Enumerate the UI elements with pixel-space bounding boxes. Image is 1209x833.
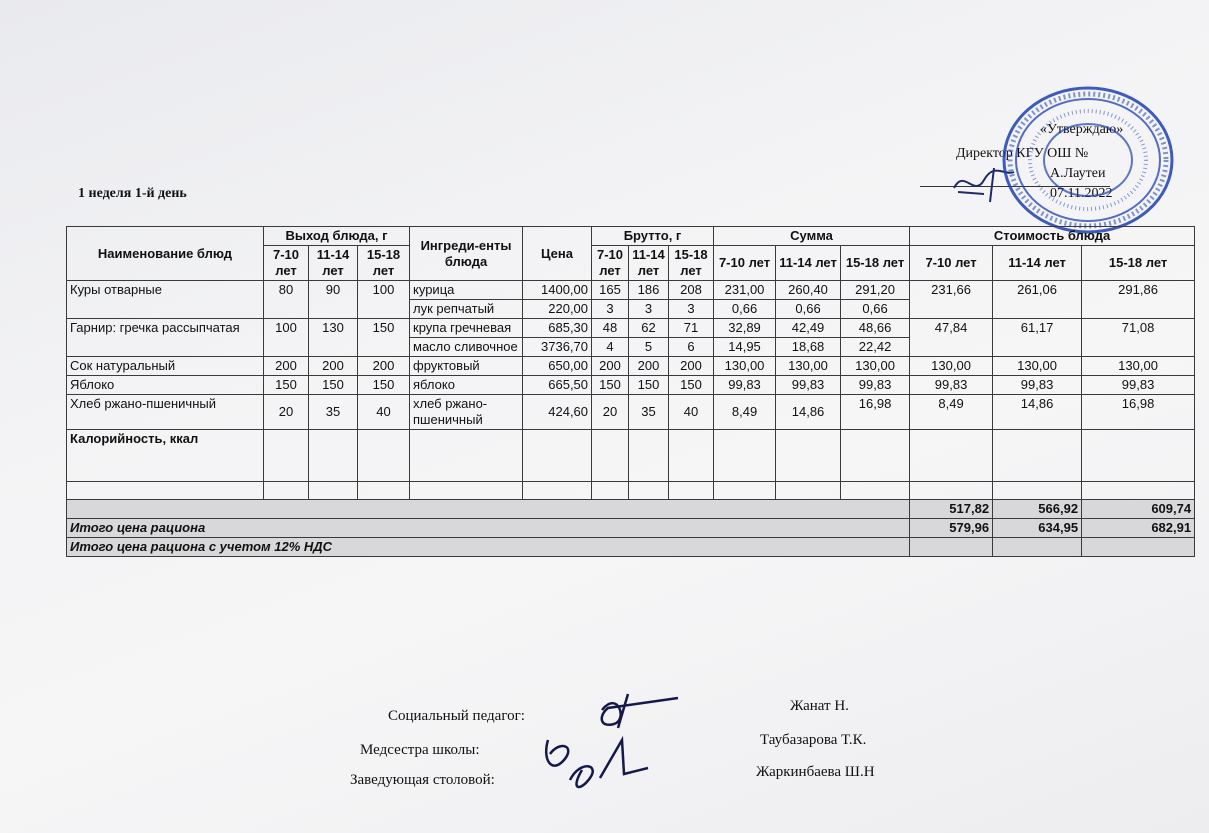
brutto-value: 4	[592, 338, 629, 357]
cost-value: 130,00	[1082, 357, 1195, 376]
subtotal-value: 517,82	[910, 500, 993, 519]
brutto-value: 150	[592, 376, 629, 395]
brutto-value: 150	[629, 376, 669, 395]
sum-value: 99,83	[776, 376, 841, 395]
total-value: 682,91	[1082, 519, 1195, 538]
menu-body	[67, 281, 1195, 557]
total-vat-label: Итого цена рациона с учетом 12% НДС	[67, 538, 910, 557]
brutto-value: 6	[669, 338, 714, 357]
ingredient-name: фруктовый	[410, 357, 523, 376]
cost-value: 14,86	[993, 395, 1082, 430]
total-vat-row	[67, 538, 1195, 557]
sum-value: 42,49	[776, 319, 841, 338]
social-signature-icon	[588, 690, 688, 730]
output-value: 150	[358, 376, 410, 395]
canteen-role: Заведующая столовой:	[350, 772, 495, 788]
sum-value: 99,83	[841, 376, 910, 395]
sum-value: 32,89	[714, 319, 776, 338]
approval-role: Директор КГУ ОШ №	[956, 146, 1089, 161]
brutto-value: 186	[629, 281, 669, 300]
output-value: 90	[309, 281, 358, 319]
brutto-value: 165	[592, 281, 629, 300]
ingredient-name: масло сливочное	[410, 338, 523, 357]
canteen-name: Жаркинбаева Ш.Н	[756, 764, 875, 780]
sum-value: 260,40	[776, 281, 841, 300]
sum-value: 14,86	[776, 395, 841, 430]
table-row	[67, 357, 1195, 376]
dish-name: Яблоко	[67, 376, 264, 395]
sum-value: 48,66	[841, 319, 910, 338]
sum-value: 18,68	[776, 338, 841, 357]
approval-date: 07.11.2022	[1050, 186, 1113, 201]
age-header: 11-14 лет	[993, 246, 1082, 281]
sum-value: 14,95	[714, 338, 776, 357]
table-row	[67, 395, 1195, 430]
brutto-value: 62	[629, 319, 669, 338]
brutto-value: 40	[669, 395, 714, 430]
ingredient-price: 3736,70	[523, 338, 592, 357]
header-sum: Сумма	[714, 227, 910, 246]
dish-name: Сок натуральный	[67, 357, 264, 376]
cost-value: 16,98	[1082, 395, 1195, 430]
output-value: 35	[309, 395, 358, 430]
age-header: 15-18 лет	[669, 246, 714, 281]
cost-value: 99,83	[910, 376, 993, 395]
ingredient-price: 685,30	[523, 319, 592, 338]
sum-value: 8,49	[714, 395, 776, 430]
sum-value: 22,42	[841, 338, 910, 357]
age-header: 15-18 лет	[358, 246, 410, 281]
output-value: 20	[264, 395, 309, 430]
nurse-name: Таубазарова Т.К.	[760, 732, 867, 748]
brutto-value: 200	[669, 357, 714, 376]
brutto-value: 150	[669, 376, 714, 395]
output-value: 200	[264, 357, 309, 376]
sum-value: 231,00	[714, 281, 776, 300]
approval-title: «Утверждаю»	[1040, 122, 1124, 137]
ingredient-price: 650,00	[523, 357, 592, 376]
brutto-value: 200	[629, 357, 669, 376]
menu-table	[66, 226, 1195, 557]
header-price: Цена	[523, 227, 592, 281]
subtotal-value: 609,74	[1082, 500, 1195, 519]
cost-value: 71,08	[1082, 319, 1195, 357]
nurse-signature-icon	[530, 730, 650, 795]
age-header: 11-14 лет	[309, 246, 358, 281]
dish-name: Куры отварные	[67, 281, 264, 319]
sum-value: 130,00	[841, 357, 910, 376]
sum-value: 0,66	[841, 300, 910, 319]
output-value: 200	[358, 357, 410, 376]
cost-value: 8,49	[910, 395, 993, 430]
age-header: 11-14 лет	[776, 246, 841, 281]
output-value: 150	[358, 319, 410, 357]
brutto-value: 48	[592, 319, 629, 338]
brutto-value: 208	[669, 281, 714, 300]
brutto-value: 20	[592, 395, 629, 430]
age-header: 7-10 лет	[264, 246, 309, 281]
table-row	[67, 281, 1195, 300]
sum-value: 130,00	[776, 357, 841, 376]
total-value: 579,96	[910, 519, 993, 538]
total-value: 634,95	[993, 519, 1082, 538]
output-value: 150	[264, 376, 309, 395]
age-header: 11-14 лет	[629, 246, 669, 281]
approval-name: А.Лаутеи	[1050, 166, 1106, 181]
brutto-value: 200	[592, 357, 629, 376]
output-value: 130	[309, 319, 358, 357]
day-title: 1 неделя 1-й день	[78, 186, 187, 201]
subtotal-value: 566,92	[993, 500, 1082, 519]
age-header: 7-10 лет	[714, 246, 776, 281]
ingredient-price: 424,60	[523, 395, 592, 430]
cost-value: 291,86	[1082, 281, 1195, 319]
header-dish-name: Наименование блюд	[67, 227, 264, 281]
total-row	[67, 519, 1195, 538]
brutto-value: 35	[629, 395, 669, 430]
cost-value: 261,06	[993, 281, 1082, 319]
total-label: Итого цена рациона	[67, 519, 910, 538]
cost-value: 61,17	[993, 319, 1082, 357]
subtotal-row	[67, 500, 1195, 519]
cost-value: 130,00	[993, 357, 1082, 376]
ingredient-name: лук репчатый	[410, 300, 523, 319]
cost-value: 47,84	[910, 319, 993, 357]
output-value: 150	[309, 376, 358, 395]
age-header: 7-10 лет	[910, 246, 993, 281]
stamp-seal-icon	[1002, 85, 1174, 235]
brutto-value: 3	[592, 300, 629, 319]
header-output: Выход блюда, г	[264, 227, 410, 246]
sum-value: 0,66	[776, 300, 841, 319]
age-header: 7-10 лет	[592, 246, 629, 281]
cost-value: 231,66	[910, 281, 993, 319]
sum-value: 16,98	[841, 395, 910, 430]
output-value: 80	[264, 281, 309, 319]
sum-value: 99,83	[714, 376, 776, 395]
brutto-value: 3	[669, 300, 714, 319]
age-header: 15-18 лет	[1082, 246, 1195, 281]
brutto-value: 5	[629, 338, 669, 357]
nurse-role: Медсестра школы:	[360, 742, 480, 758]
header-ingredients: Ингреди-енты блюда	[410, 227, 523, 281]
output-value: 200	[309, 357, 358, 376]
ingredient-name: курица	[410, 281, 523, 300]
sum-value: 291,20	[841, 281, 910, 300]
dish-name: Хлеб ржано-пшеничный	[67, 395, 264, 430]
table-row	[67, 319, 1195, 338]
empty-row	[67, 482, 1195, 500]
cost-value: 99,83	[993, 376, 1082, 395]
header-row-top	[67, 227, 1195, 246]
table-row	[67, 376, 1195, 395]
sum-value: 130,00	[714, 357, 776, 376]
social-name: Жанат Н.	[790, 698, 849, 714]
ingredient-name: крупа гречневая	[410, 319, 523, 338]
ingredient-price: 1400,00	[523, 281, 592, 300]
output-value: 40	[358, 395, 410, 430]
header-brutto: Брутто, г	[592, 227, 714, 246]
sum-value: 0,66	[714, 300, 776, 319]
output-value: 100	[264, 319, 309, 357]
brutto-value: 3	[629, 300, 669, 319]
ingredient-price: 665,50	[523, 376, 592, 395]
cost-value: 99,83	[1082, 376, 1195, 395]
output-value: 100	[358, 281, 410, 319]
social-role: Социальный педагог:	[388, 708, 525, 724]
brutto-value: 71	[669, 319, 714, 338]
ingredient-name: хлеб ржано-пшеничный	[410, 395, 523, 430]
age-header: 15-18 лет	[841, 246, 910, 281]
ingredient-name: яблоко	[410, 376, 523, 395]
calories-label: Калорийность, ккал	[67, 430, 264, 482]
cost-value: 130,00	[910, 357, 993, 376]
calories-row	[67, 430, 1195, 482]
dish-name: Гарнир: гречка рассыпчатая	[67, 319, 264, 357]
ingredient-price: 220,00	[523, 300, 592, 319]
header-cost: Стоимость блюда	[910, 227, 1195, 246]
